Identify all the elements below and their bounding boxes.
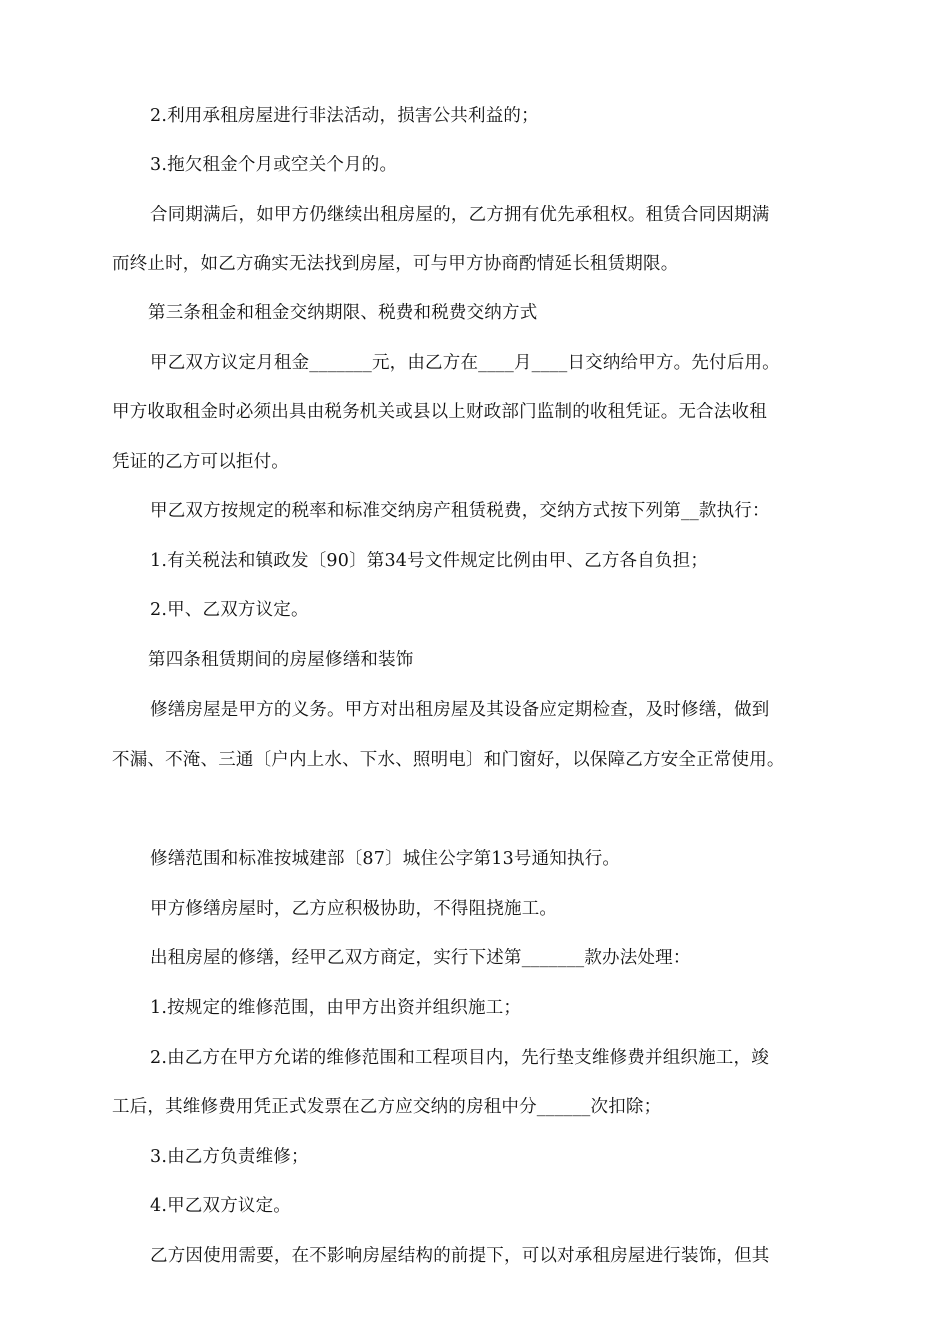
paragraph-repair-scope: 修缮范围和标准按城建部〔87〕城住公字第13号通知执行。 bbox=[150, 849, 621, 869]
paragraph-repair-method: 出租房屋的修缮，经甲乙双方商定，实行下述第_______款办法处理： bbox=[150, 948, 691, 968]
repair-item-3: 3.由乙方负责维修； bbox=[150, 1147, 309, 1167]
paragraph-repair-cooperation: 甲方修缮房屋时，乙方应积极协助，不得阻挠施工。 bbox=[150, 899, 558, 919]
clause-item-3: 3.拖欠租金个月或空关个月的。 bbox=[150, 155, 398, 175]
paragraph-renewal-line-1: 合同期满后，如甲方仍继续出租房屋的，乙方拥有优先承租权。租赁合同因期满 bbox=[150, 205, 770, 225]
repair-item-4: 4.甲乙双方议定。 bbox=[150, 1196, 291, 1216]
repair-item-2-line-2: 工后，其维修费用凭正式发票在乙方应交纳的房租中分______次扣除； bbox=[112, 1097, 662, 1117]
article-4-heading: 第四条租赁期间的房屋修缮和装饰 bbox=[148, 650, 414, 670]
paragraph-repair-line-2: 不漏、不淹、三通〔户内上水、下水、照明电〕和门窗好，以保障乙方安全正常使用。 bbox=[112, 750, 785, 770]
tax-item-1: 1.有关税法和镇政发〔90〕第34号文件规定比例由甲、乙方各自负担； bbox=[150, 551, 709, 571]
paragraph-repair-line-1: 修缮房屋是甲方的义务。甲方对出租房屋及其设备应定期检查，及时修缮，做到 bbox=[150, 700, 770, 720]
paragraph-rent-line-1: 甲乙双方议定月租金_______元，由乙方在____月____日交纳给甲方。先付后用。 bbox=[150, 353, 780, 373]
article-3-heading: 第三条租金和租金交纳期限、税费和税费交纳方式 bbox=[148, 303, 538, 323]
paragraph-rent-line-2: 甲方收取租金时必须出具由税务机关或县以上财政部门监制的收租凭证。无合法收租 bbox=[112, 402, 767, 422]
tax-item-2: 2.甲、乙双方议定。 bbox=[150, 600, 309, 620]
repair-item-2-line-1: 2.由乙方在甲方允诺的维修范围和工程项目内，先行垫支维修费并组织施工，竣 bbox=[150, 1048, 769, 1068]
paragraph-decoration-line-1: 乙方因使用需要，在不影响房屋结构的前提下，可以对承租房屋进行装饰，但其 bbox=[150, 1246, 770, 1266]
paragraph-tax: 甲乙双方按规定的税率和标准交纳房产租赁税费，交纳方式按下列第__款执行： bbox=[150, 501, 770, 521]
paragraph-rent-line-3: 凭证的乙方可以拒付。 bbox=[112, 452, 289, 472]
clause-item-2: 2.利用承租房屋进行非法活动，损害公共利益的； bbox=[150, 106, 539, 126]
paragraph-renewal-line-2: 而终止时，如乙方确实无法找到房屋，可与甲方协商酌情延长租赁期限。 bbox=[112, 254, 679, 274]
repair-item-1: 1.按规定的维修范围，由甲方出资并组织施工； bbox=[150, 998, 522, 1018]
